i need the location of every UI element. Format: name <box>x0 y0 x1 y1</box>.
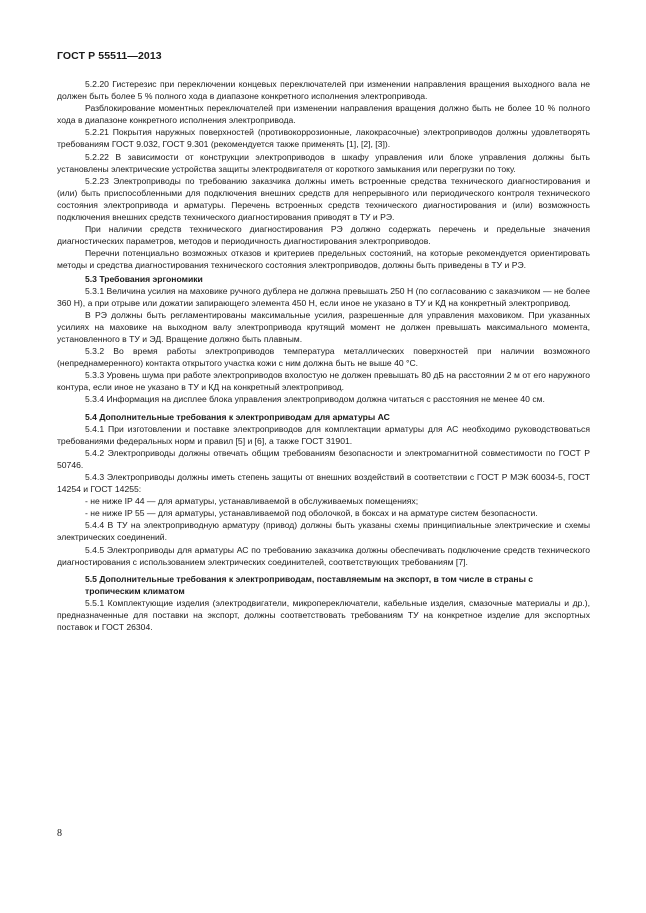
document-body <box>57 78 590 633</box>
paragraph-5-2-21: 5.2.21 Покрытия наружных поверхностей (противокоррозионные, лакокрасочные) электроприводов должны удовлетворять требованиям ГОСТ 9.032, ГОСТ 9.301 (рекомендуется также применять [1], [2], [3]). <box>57 127 590 150</box>
paragraph-5-4-5: 5.4.5 Электроприводы для арматуры АС по требованию заказчика должны обеспечивать подключение средств технического диагностирования с использованием электрических соединителей, соответствующих требованиям [7]. <box>57 544 590 567</box>
paragraph-5-4-2: 5.4.2 Электроприводы должны отвечать общим требованиям безопасности и электромагнитной совместимости по ГОСТ Р 50746. <box>57 447 590 470</box>
paragraph-5-2-23: 5.2.23 Электроприводы по требованию заказчика должны иметь встроенные средства технического диагностирования и (или) быть приспособленными для подключения внешних средств для непрерывного или периодического контроля технического состояния электропривода и арматуры. Перечень встроенных средств технического диагностирования и (или) возможность подключения внешних средств технического диагностирования приводят в ТУ и РЭ. <box>57 175 590 223</box>
paragraph-5-4-1: 5.4.1 При изготовлении и поставке электроприводов для комплектации арматуры для АС необходимо руководствоваться требованиями федеральных норм и правил [5] и [6], а также ГОСТ 31901. <box>57 423 590 446</box>
paragraph-5-4-3: 5.4.3 Электроприводы должны иметь степень защиты от внешних воздействий в соответствии с ГОСТ Р МЭК 60034-5, ГОСТ 14254 и ГОСТ 14255: <box>57 472 590 495</box>
paragraph-5-2-22: 5.2.22 В зависимости от конструкции электроприводов в шкафу управления или блоке управления должны быть установлены электрические устройства защиты электродвигателя от короткого замыкания или перегрузки по току. <box>57 151 590 174</box>
paragraph-diagnostics-re: При наличии средств технического диагностирования РЭ должно содержать перечень и предельные значения диагностических параметров, методов и периодичность диагностирования электроприводов. <box>57 224 590 247</box>
paragraph-failure-lists: Перечни потенциально возможных отказов и критериев предельных состояний, на которые рекомендуется ориентировать методы и средства диагностирования технического состояния электроприводов, должны быть приведены в ТУ и РЭ. <box>57 248 590 271</box>
paragraph-5-5-1: 5.5.1 Комплектующие изделия (электродвигатели, микропереключатели, кабельные изделия, смазочные материалы и др.), предназначенные для поставки на экспорт, должны соответствовать требованиям ТУ на конкретное изделие для экспортных поставок и ГОСТ 26304. <box>57 597 590 633</box>
list-item-ip55: - не ниже IP 55 — для арматуры, устанавливаемой под оболочкой, в боксах и на арматуре систем безопасности. <box>85 508 538 519</box>
paragraph-5-3-1: 5.3.1 Величина усилия на маховике ручного дублера не должна превышать 250 Н (по согласованию с заказчиком — не более 360 Н), а при отрыве или дожатии запирающего элемента 450 Н, если иное не указано в ТУ и КД на конкретный электропривод. <box>57 285 590 308</box>
paragraph-5-4-4: 5.4.4 В ТУ на электроприводную арматуру (привод) должны быть указаны схемы принципиальные электрические и схемы электрических соединений. <box>57 520 590 543</box>
paragraph-5-2-20: 5.2.20 Гистерезис при переключении концевых переключателей при изменении направления вращения выходного вала не должен быть более 5 % полного хода в диапазоне конкретного исполнения электропривода. <box>57 79 590 102</box>
section-heading-5-4: 5.4 Дополнительные требования к электроприводам для арматуры АС <box>85 411 390 422</box>
paragraph-5-3-2: 5.3.2 Во время работы электроприводов температура металлических поверхностей при наличии возможного (непреднамеренного) контакта открытого участка кожи с ним должна быть не выше 40 °С. <box>57 346 590 369</box>
document-header: ГОСТ Р 55511—2013 <box>57 50 162 62</box>
paragraph-unlocking: Разблокирование моментных переключателей при изменении направления вращения должно быть не более 10 % полного хода в диапазоне конкретного исполнения электропривода. <box>57 103 590 126</box>
list-item-ip44: - не ниже IP 44 — для арматуры, устанавливаемой в обслуживаемых помещениях; <box>85 496 419 507</box>
paragraph-5-3-3: 5.3.3 Уровень шума при работе электроприводов вхолостую не должен превышать 80 дБ на расстоянии 2 м от его наружного контура, если иное не указано в ТУ и КД на конкретный электропривод. <box>57 370 590 393</box>
section-heading-5-3: 5.3 Требования эргономики <box>85 273 203 284</box>
paragraph-5-3-4: 5.3.4 Информация на дисплее блока управления электроприводом должна читаться с расстояния не менее 40 см. <box>85 394 545 405</box>
paragraph-handwheel-forces: В РЭ должны быть регламентированы максимальные усилия, разрешенные для управления маховиком. При указанных усилиях на маховике на выходном валу электропривода крутящий момент не должен превышать максимального момента, установленного в ТУ и ЭД. Вращение должно быть плавным. <box>57 309 590 344</box>
section-heading-5-5: 5.5 Дополнительные требования к электроприводам, поставляемым на экспорт, в том числе в страны с тропическим климатом <box>85 573 534 596</box>
page-number: 8 <box>57 828 62 839</box>
